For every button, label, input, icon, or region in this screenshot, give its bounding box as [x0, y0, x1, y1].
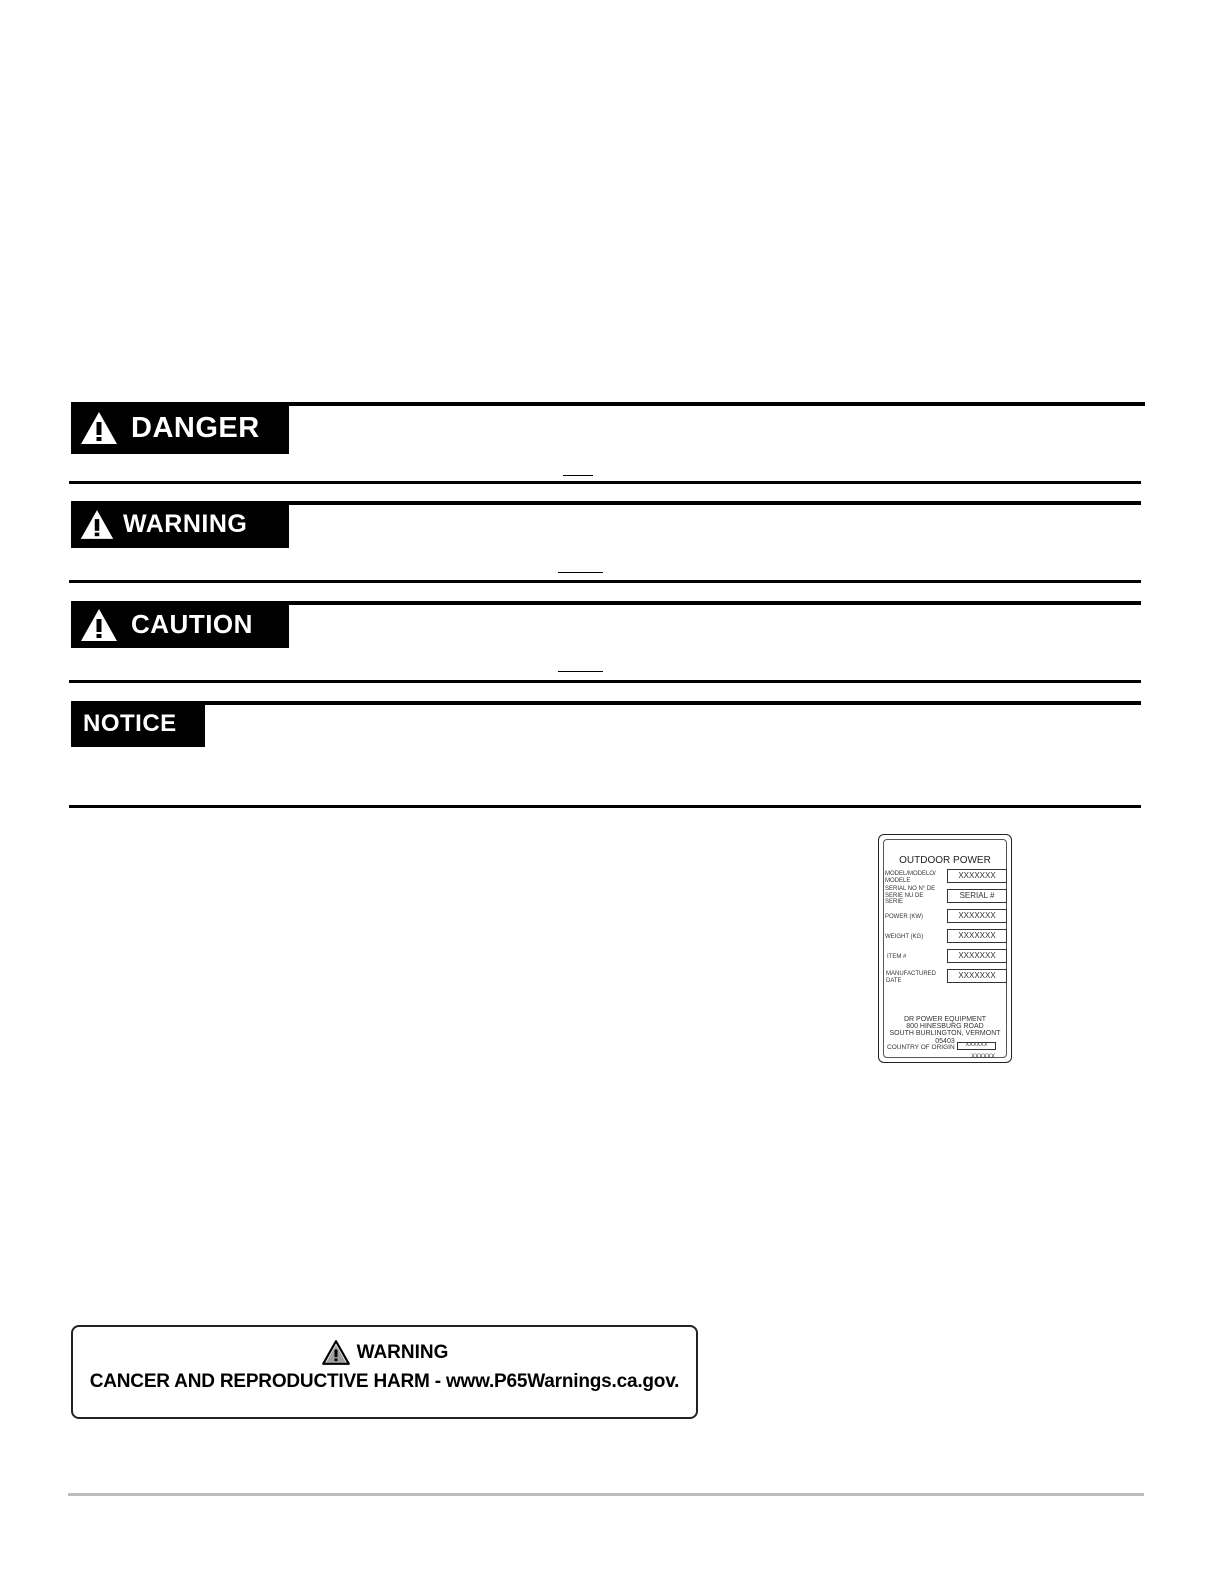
serial-label-model-label: MODEL/MODELO/ MODELE	[885, 871, 936, 884]
danger-badge	[71, 402, 289, 454]
notice-label: NOTICE	[83, 710, 177, 737]
warning-triangle-icon	[79, 508, 115, 541]
serial-label-origin-value: XXXXXX	[957, 1042, 996, 1050]
danger-underline	[563, 475, 593, 476]
serial-label-address-2: 800 HINESBURG ROAD	[906, 1023, 984, 1030]
warning-label: WARNING	[123, 510, 248, 538]
serial-label-code: XXXXXX	[971, 1054, 996, 1060]
footer-rule	[68, 1493, 1144, 1496]
prop65-text: CANCER AND REPRODUCTIVE HARM - www.P65Warnings.ca.gov.	[89, 1371, 680, 1392]
serial-label-serial-value: SERIAL #	[947, 889, 1007, 903]
warning-bottom-rule	[69, 580, 1141, 583]
serial-label-power-value: XXXXXXX	[947, 909, 1007, 923]
serial-number-label	[878, 834, 1012, 1063]
prop65-warning-box	[71, 1325, 698, 1419]
serial-label-item-value: XXXXXXX	[947, 949, 1007, 963]
serial-label-item-label: ITEM #	[887, 954, 907, 960]
serial-label-address-1: DR POWER EQUIPMENT	[903, 1016, 987, 1023]
danger-bottom-rule	[69, 481, 1141, 484]
serial-label-date-label: MANUFACTURED DATE	[886, 971, 937, 984]
danger-label: DANGER	[131, 411, 260, 444]
serial-label-weight-label: WEIGHT (KG)	[885, 934, 924, 940]
danger-warning-triangle-icon	[79, 410, 119, 446]
notice-top-rule	[71, 701, 1141, 705]
caution-triangle-icon	[79, 607, 119, 643]
notice-bottom-rule	[69, 805, 1141, 808]
prop65-heading-row	[73, 1339, 696, 1366]
serial-label-address-3: SOUTH BURLINGTON, VERMONT 05403	[889, 1030, 1001, 1045]
serial-label-origin-label: COUNTRY OF ORIGIN	[887, 1044, 955, 1051]
warning-underline	[558, 572, 603, 573]
notice-badge	[71, 701, 205, 747]
caution-underline	[558, 671, 603, 672]
prop65-heading: WARNING	[356, 1341, 449, 1363]
serial-label-title: OUTDOOR POWER	[899, 855, 991, 866]
caution-label: CAUTION	[131, 609, 253, 639]
serial-label-date-value: XXXXXXX	[947, 969, 1007, 983]
serial-label-serial-label: SERIAL NO N° DE SERIE NU DE SERIE	[885, 886, 936, 905]
caution-badge	[71, 601, 289, 648]
serial-label-power-label: POWER (KW)	[885, 914, 923, 920]
warning-triangle-icon	[321, 1339, 351, 1366]
serial-label-model-value: XXXXXXX	[947, 869, 1007, 883]
caution-bottom-rule	[69, 680, 1141, 683]
serial-label-weight-value: XXXXXXX	[947, 929, 1007, 943]
warning-badge	[71, 501, 289, 548]
